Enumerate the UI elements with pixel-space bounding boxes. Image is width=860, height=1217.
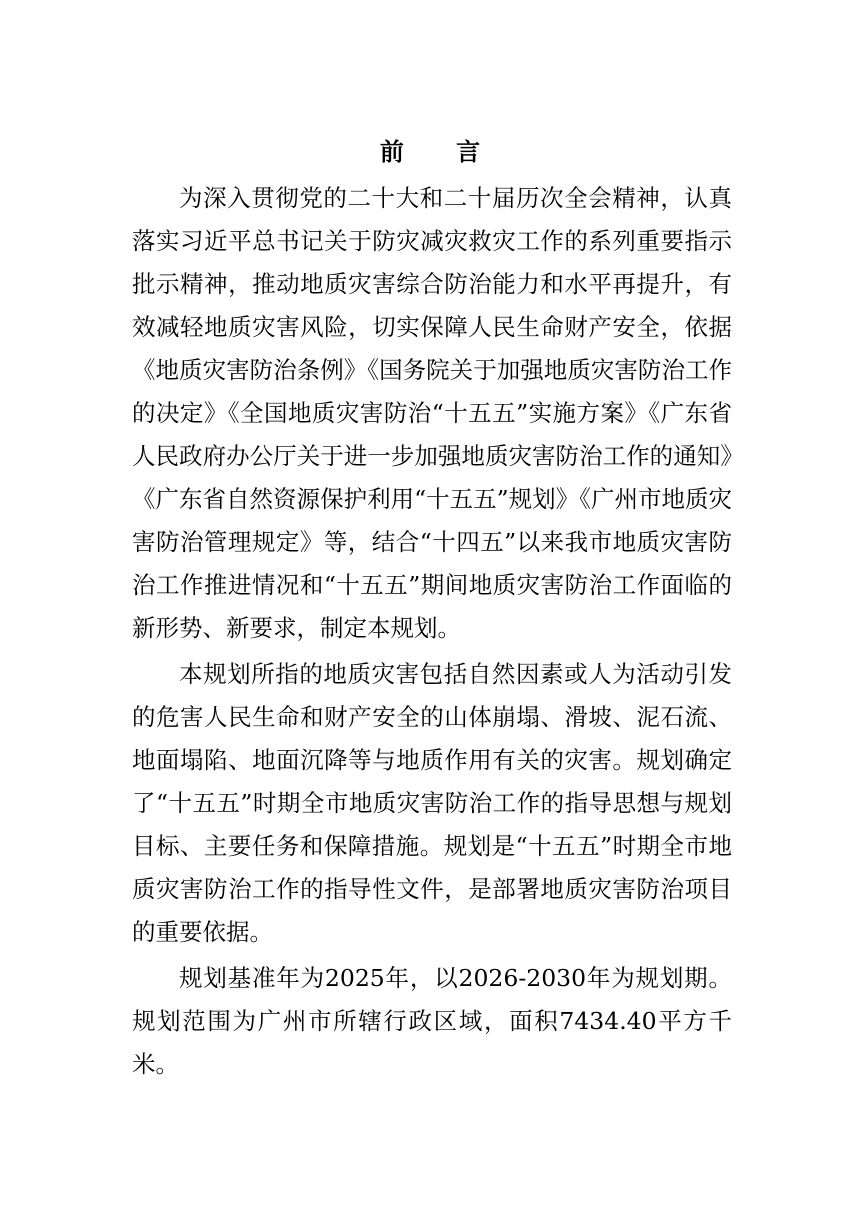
preface-body xyxy=(132,177,732,1089)
paragraph-scope: 本规划所指的地质灾害包括自然因素或人为活动引发的危害人民生命和财产安全的山体崩塌、滑坡、泥石流、地面塌陷、地面沉降等与地质作用有关的灾害。规划确定了“十五五”时期全市地质灾害防治工作的指导思想与规划目标、主要任务和保障措施。规划是“十五五”时期全市地质灾害防治工作的指导性文件，是部署地质灾害防治项目的重要依据。 xyxy=(132,660,732,946)
paragraph-purpose: 为深入贯彻党的二十大和二十届历次全会精神，认真落实习近平总书记关于防灾减灾救灾工作的系列重要指示批示精神，推动地质灾害综合防治能力和水平再提升，有效减轻地质灾害风险，切实保障人民生命财产安全，依据《地质灾害防治条例》《国务院关于加强地质灾害防治工作的决定》《全国地质灾害防治“十五五”实施方案》《广东省人民政府办公厅关于进一步加强地质灾害防治工作的通知》《广东省自然资源保护利用“十五五”规划》《广州市地质灾害防治管理规定》等，结合“十四五”以来我市地质灾害防治工作推进情况和“十五五”期间地质灾害防治工作面临的新形势、新要求，制定本规划。 xyxy=(132,184,732,642)
page-title: 前 言 xyxy=(379,137,503,166)
paragraph-period: 规划基准年为2025年，以2026-2030年为规划期。规划范围为广州市所辖行政区域，面积7434.40平方千米。 xyxy=(132,964,732,1078)
